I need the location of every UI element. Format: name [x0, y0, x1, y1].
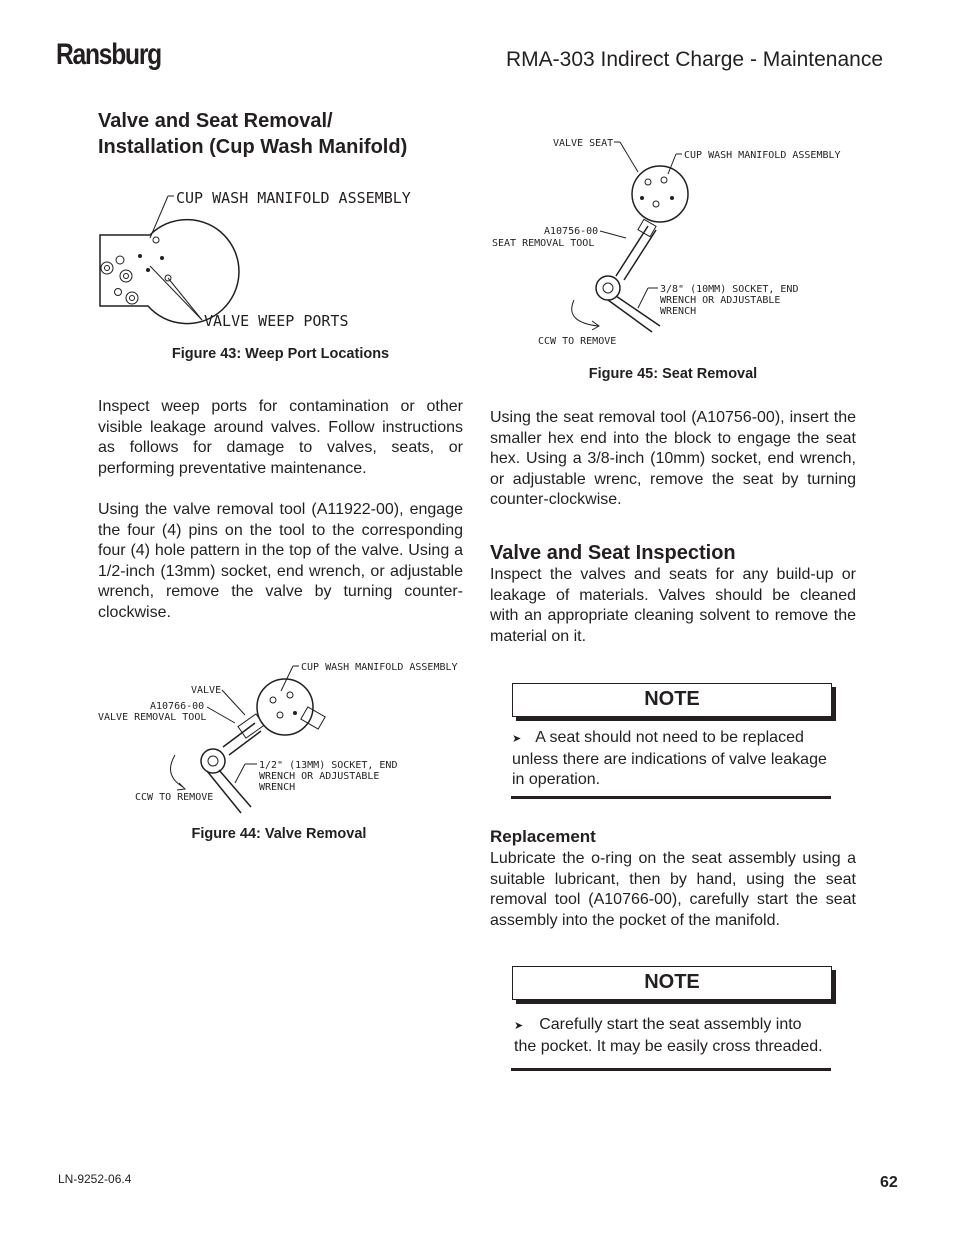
fig45-label-socket-2: WRENCH OR ADJUSTABLE — [660, 295, 781, 306]
paragraph-valve-removal: Using the valve removal tool (A11922-00), engage the four (4) pins on the tool to the corresponding four (4) hole pattern in the top of the valve. Using a 1/2-inch (13mm) socket, end wrench, or adjustable wrench, remove the valve by turning counter-clockwise. — [98, 501, 463, 621]
fig44-label-tool: VALVE REMOVAL TOOL — [98, 712, 207, 723]
note-2-title: NOTE — [512, 966, 832, 1000]
heading-line-2: Installation (Cup Wash Manifold) — [98, 136, 408, 158]
bullet-arrow-icon: ➤ — [514, 1020, 524, 1032]
fig43-label-manifold: CUP WASH MANIFOLD ASSEMBLY — [176, 189, 411, 207]
note-2-rule — [511, 1068, 831, 1071]
replacement-heading: Replacement — [490, 827, 596, 846]
heading-line-1: Valve and Seat Removal/ — [98, 110, 333, 132]
figure-43-caption: Figure 43: Weep Port Locations — [171, 346, 390, 362]
section-heading-removal — [98, 108, 478, 160]
fig45-label-tool-part: A10756-00 — [544, 226, 599, 237]
figure-43-weep-ports — [90, 180, 470, 335]
note-1-rule — [511, 796, 831, 799]
note-2-body — [514, 1015, 828, 1057]
fig45-label-seat: VALVE SEAT — [553, 138, 614, 149]
section-heading-inspection: Valve and Seat Inspection — [490, 542, 736, 564]
fig44-label-ccw: CCW TO REMOVE — [135, 792, 214, 803]
document-title: RMA-303 Indirect Charge - Maintenance — [506, 48, 884, 71]
fig45-label-tool: SEAT REMOVAL TOOL — [492, 238, 595, 249]
figure-45-seat-removal — [488, 130, 868, 352]
fig44-label-valve: VALVE — [191, 685, 222, 696]
note-2-text: Carefully start the seat assembly into the pocket. It may be easily cross threaded. — [514, 1016, 823, 1055]
note-1-title: NOTE — [512, 683, 832, 717]
note-1-text: A seat should not need to be replaced unless there are indications of valve leakage in operation. — [512, 729, 827, 788]
paragraph-inspection: Inspect the valves and seats for any build-up or leakage of materials. Valves should be cleaned with an appropriate cleaning solvent to remove the material on it. — [490, 566, 856, 645]
figure-45-caption: Figure 45: Seat Removal — [588, 366, 758, 382]
fig44-label-tool-part: A10766-00 — [150, 701, 205, 712]
figure-44-valve-removal — [95, 655, 470, 820]
fig44-label-manifold: CUP WASH MANIFOLD ASSEMBLY — [301, 662, 458, 673]
paragraph-seat-removal: Using the seat removal tool (A10756-00), insert the smaller hex end into the block to engage the seat hex. Using a 3/8-inch (10mm) socket, end wrench, or adjustable wrenc, remove the seat by turning counter-clockwise. — [490, 409, 856, 508]
fig44-label-socket-2: WRENCH OR ADJUSTABLE — [259, 771, 380, 782]
brand-logo: Ransburg — [56, 38, 161, 71]
fig45-label-socket-3: WRENCH — [660, 306, 697, 317]
fig45-label-manifold: CUP WASH MANIFOLD ASSEMBLY — [684, 150, 841, 161]
fig44-label-socket-3: WRENCH — [259, 782, 296, 793]
fig45-label-socket-1: 3/8" (10MM) SOCKET, END — [660, 284, 799, 295]
fig45-label-ccw: CCW TO REMOVE — [538, 336, 617, 347]
page-number: 62 — [880, 1174, 898, 1191]
fig43-label-weep-ports: VALVE WEEP PORTS — [204, 312, 349, 330]
fig44-label-socket-1: 1/2" (13MM) SOCKET, END — [259, 760, 398, 771]
note-1-body — [512, 728, 828, 791]
paragraph-weep-inspection: Inspect weep ports for contamination or other visible leakage around valves. Follow instructions as follows for damage to valves, seats, or performing preventative maintenance. — [98, 398, 463, 477]
paragraph-replacement: Lubricate the o-ring on the seat assembly using a suitable lubricant, then by hand, using the seat removal tool (A10766-00), carefully start the seat assembly into the pocket of the manifold. — [490, 850, 856, 929]
figure-44-caption: Figure 44: Valve Removal — [191, 826, 367, 842]
bullet-arrow-icon: ➤ — [512, 733, 522, 745]
document-code: LN-9252-06.4 — [58, 1172, 132, 1186]
